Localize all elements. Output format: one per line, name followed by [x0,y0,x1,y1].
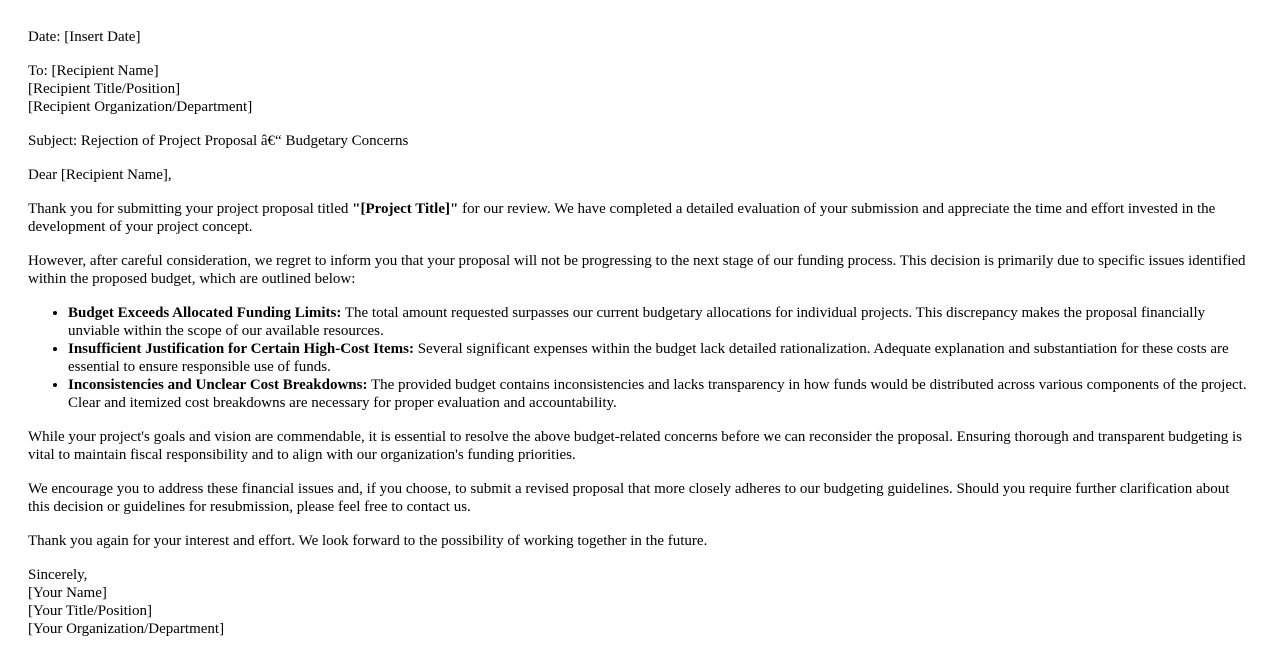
list-item [68,340,1250,376]
date-line [28,28,1250,46]
list-item [68,376,1250,412]
project-title: "[Project Title]" [352,201,459,217]
encourage-text: We encourage you to address these financial issues and, if you choose, to submit a revised proposal that more closely adheres to our budgeting guidelines. Should you require further clarification about this decision or guidelines for resubmission, please feel free to contact us. [28,481,1230,515]
sender-organization: [Your Organization/Department] [28,621,225,637]
issue-text: Several significant expenses within the budget lack detailed rationalization. Adequate explanation and substantiation for these costs are essential to ensure responsible use of funds. [68,341,1229,375]
list-item [68,304,1250,340]
intro-text-after: for our review. We have completed a detailed evaluation of your submission and appreciate the time and effort invested in the development of your project concept. [28,201,1216,235]
recipient-block [28,62,1250,116]
issue-heading: Budget Exceeds Allocated Funding Limits: [68,305,342,321]
signature-block [28,566,1250,638]
date-text: Date: [Insert Date] [28,29,141,45]
recipient-name: To: [Recipient Name] [28,63,159,79]
vision-paragraph [28,428,1250,464]
issue-text: The provided budget contains inconsistencies and lacks transparency in how funds would be distributed across various components of the project. Clear and itemized cost breakdowns are necessary for proper evaluation and accountability. [68,377,1247,411]
subject-text: Subject: Rejection of Project Proposal â€“ Budgetary Concerns [28,133,409,149]
budget-issues-list [28,304,1250,412]
encourage-paragraph [28,480,1250,516]
thanks-text: Thank you again for your interest and effort. We look forward to the possibility of working together in the future. [28,533,708,549]
salutation [28,166,1250,184]
vision-text: While your project's goals and vision are commendable, it is essential to resolve the above budget-related concerns before we can reconsider the proposal. Ensuring thorough and transparent budgeting is vital to maintain fiscal responsibility and to align with our organization's funding priorities. [28,429,1242,463]
decision-text: However, after careful consideration, we regret to inform you that your proposal will not be progressing to the next stage of our funding process. This decision is primarily due to specific issues identified within the proposed budget, which are outlined below: [28,253,1246,287]
decision-paragraph [28,252,1250,288]
salutation-text: Dear [Recipient Name], [28,167,172,183]
issue-heading: Insufficient Justification for Certain High-Cost Items: [68,341,414,357]
issue-heading: Inconsistencies and Unclear Cost Breakdowns: [68,377,368,393]
sender-name: [Your Name] [28,585,107,601]
intro-paragraph [28,200,1250,236]
recipient-title: [Recipient Title/Position] [28,81,181,97]
issue-text: The total amount requested surpasses our current budgetary allocations for individual projects. This discrepancy makes the proposal financially unviable within the scope of our available resources. [68,305,1206,339]
thanks-paragraph [28,532,1250,550]
signoff: Sincerely, [28,567,88,583]
subject-line [28,132,1250,150]
intro-text-before: Thank you for submitting your project proposal titled [28,201,353,217]
sender-title: [Your Title/Position] [28,603,152,619]
recipient-organization: [Recipient Organization/Department] [28,99,253,115]
